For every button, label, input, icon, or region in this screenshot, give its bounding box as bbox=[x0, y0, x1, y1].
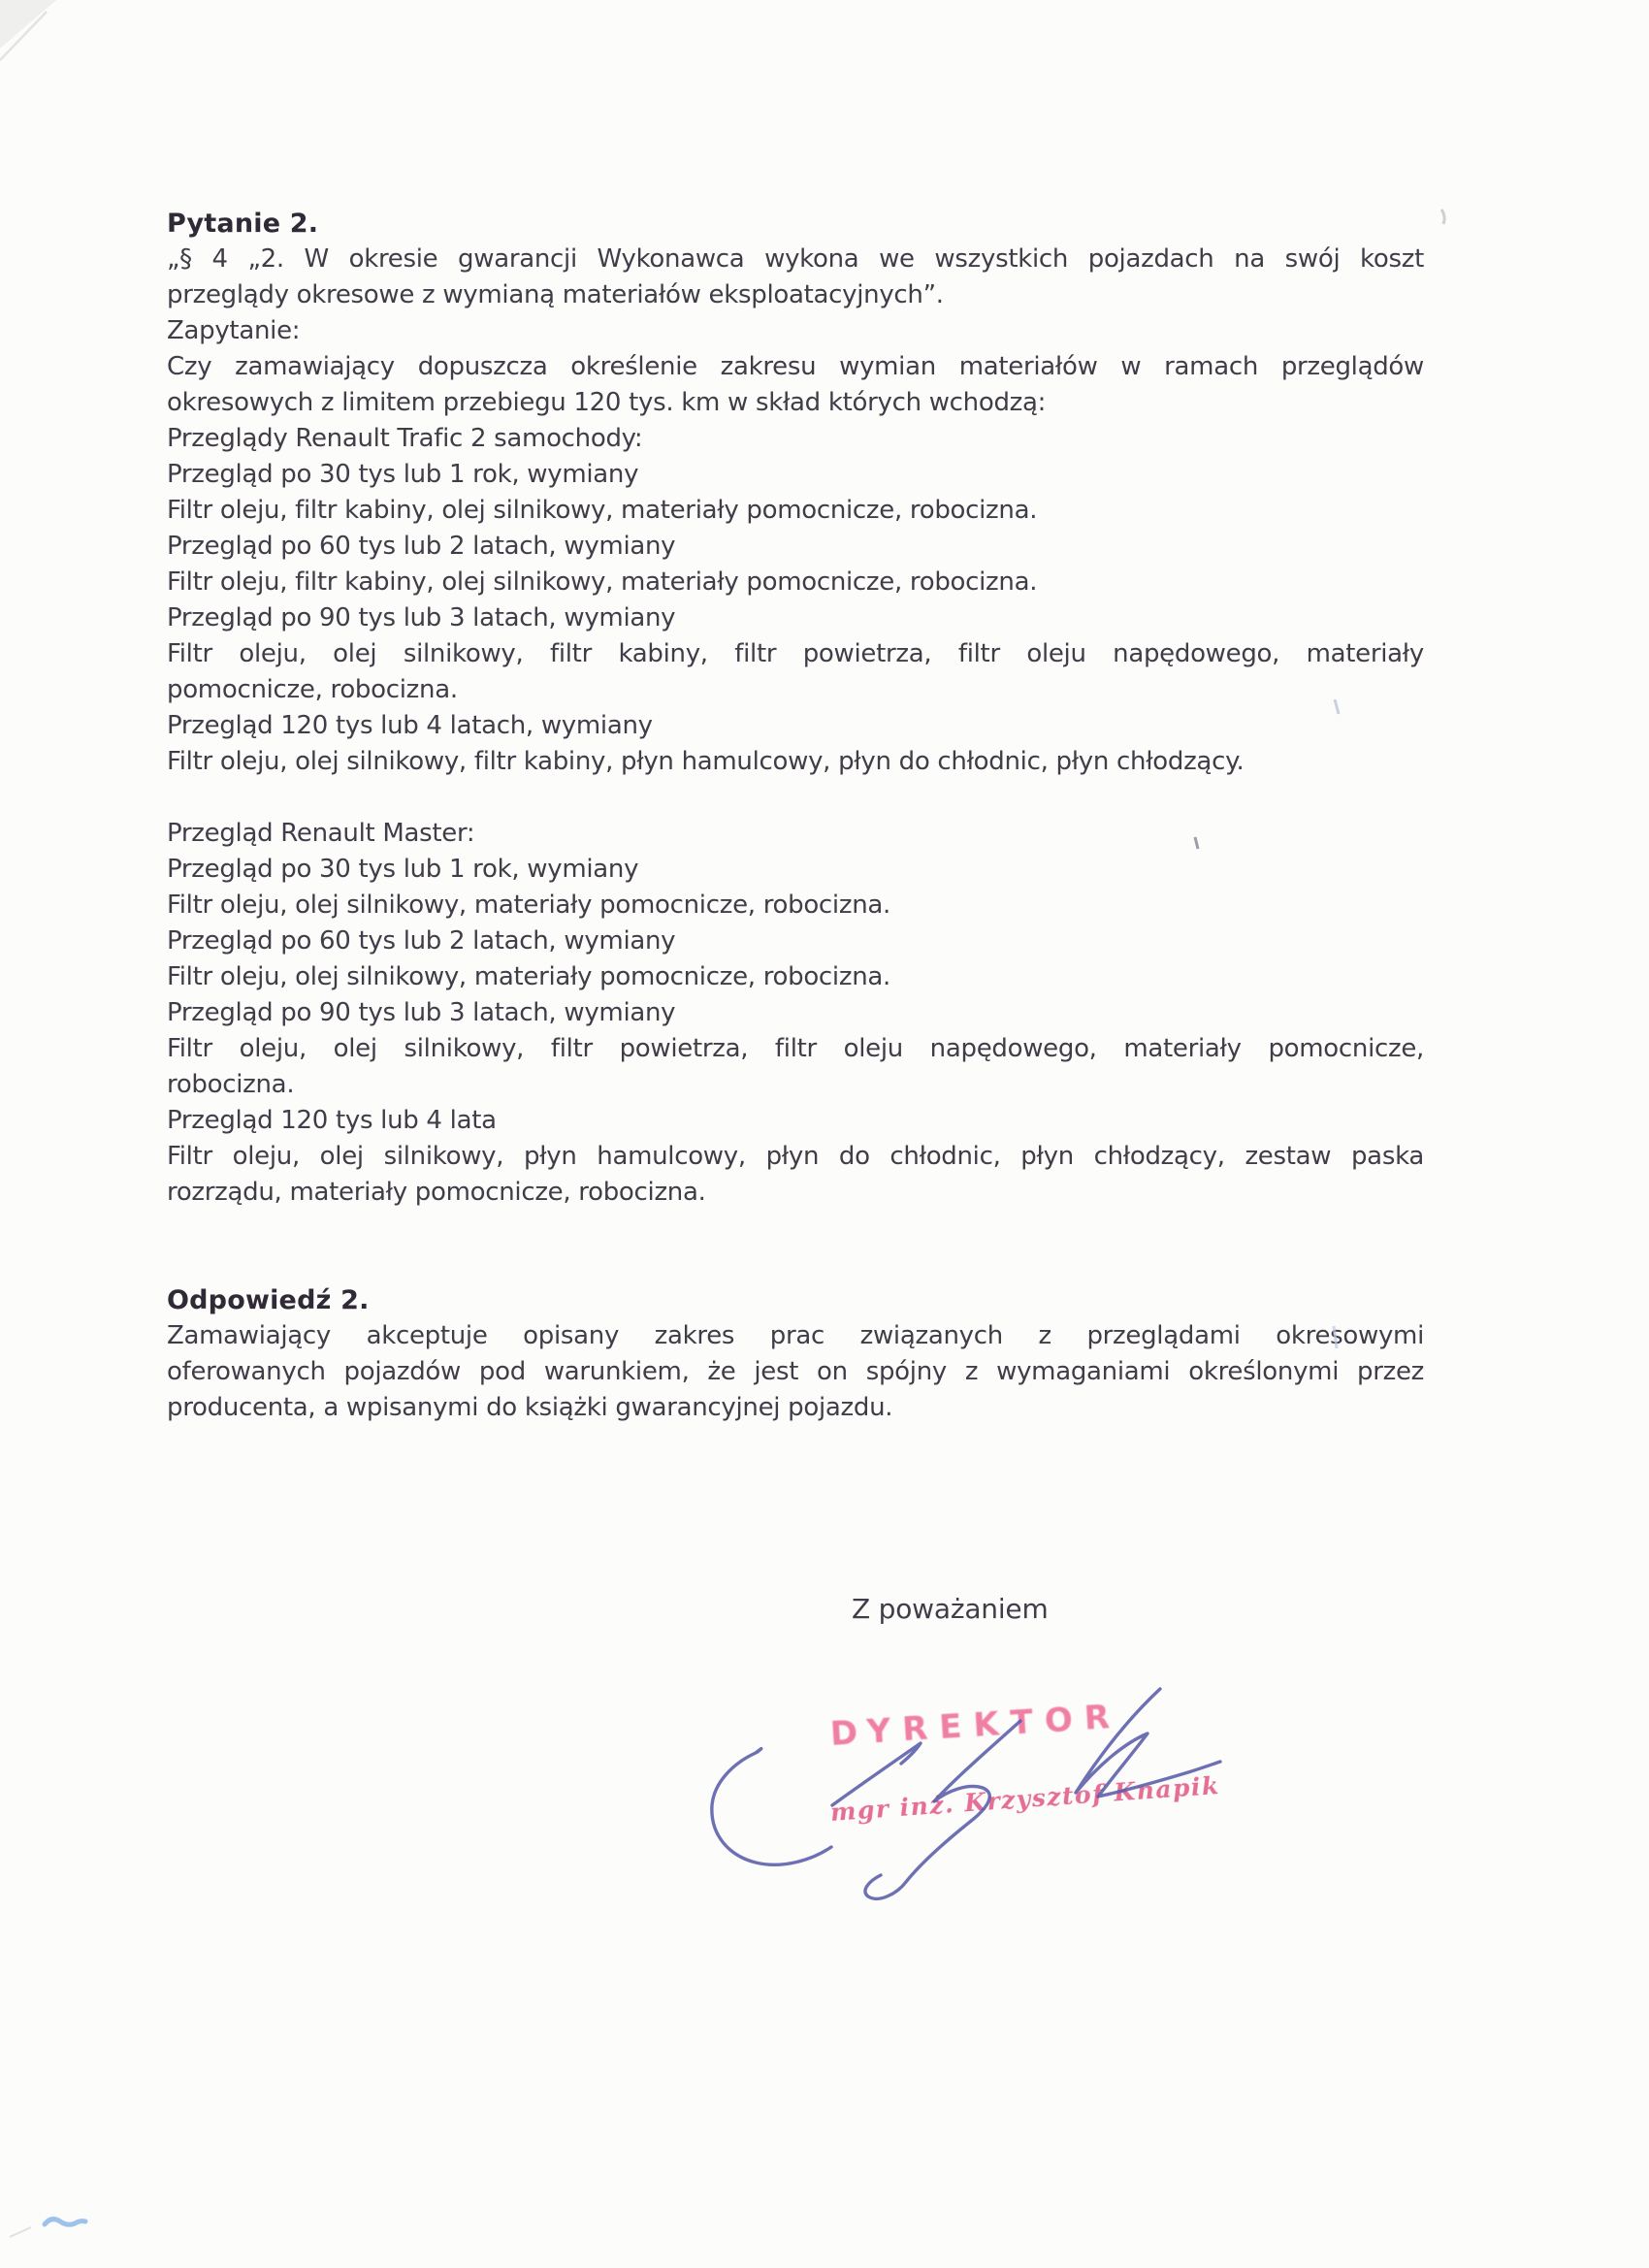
text-line: okresowych z limitem przebiegu 120 tys. km w skład których wchodzą: bbox=[167, 388, 1047, 417]
speck-top-right bbox=[1441, 210, 1444, 224]
text-line: Przegląd po 30 tys lub 1 rok, wymiany bbox=[167, 855, 639, 884]
text-line: Pytanie 2. bbox=[167, 209, 319, 239]
text-line: Zamawiający akceptuje opisany zakres prac związanych z przeglądami okresowymi bbox=[167, 1321, 1424, 1350]
closing-salutation: Z poważaniem bbox=[852, 1593, 1049, 1625]
text-line: Filtr oleju, olej silnikowy, filtr kabiny, filtr powietrza, filtr oleju napędowego, materiały bbox=[167, 639, 1424, 668]
signature-stroke-left-loop bbox=[712, 1749, 831, 1865]
handwritten-signature bbox=[679, 1639, 1280, 1930]
text-line: oferowanych pojazdów pod warunkiem, że jest on spójny z wymaganiami określonymi przez bbox=[167, 1357, 1424, 1386]
signature-stroke-descender bbox=[865, 1721, 1020, 1898]
text-line: przeglądy okresowe z wymianą materiałów eksploatacyjnych”. bbox=[167, 280, 944, 309]
text-line: Przegląd 120 tys lub 4 lata bbox=[167, 1106, 497, 1135]
text-line: producenta, a wpisanymi do książki gwarancyjnej pojazdu. bbox=[167, 1393, 893, 1422]
text-line: Czy zamawiający dopuszcza określenie zakresu wymian materiałów w ramach przeglądów bbox=[167, 352, 1424, 381]
text-line: Odpowiedź 2. bbox=[167, 1285, 370, 1315]
text-line: Filtr oleju, olej silnikowy, materiały pomocnicze, robocizna. bbox=[167, 962, 890, 991]
text-line: Przegląd Renault Master: bbox=[167, 819, 475, 848]
text-line: Przegląd po 90 tys lub 3 latach, wymiany bbox=[167, 603, 676, 632]
text-line: Filtr oleju, filtr kabiny, olej silnikowy, materiały pomocnicze, robocizna. bbox=[167, 567, 1038, 597]
text-line: Filtr oleju, olej silnikowy, płyn hamulcowy, płyn do chłodnic, płyn chłodzący, zestaw paska bbox=[167, 1142, 1424, 1171]
text-line: „§ 4 „2. W okresie gwarancji Wykonawca wykona we wszystkich pojazdach na swój koszt bbox=[167, 244, 1424, 274]
signature-stroke-tick bbox=[832, 1743, 921, 1805]
text-line: Przegląd po 30 tys lub 1 rok, wymiany bbox=[167, 460, 639, 489]
text-line: rozrządu, materiały pomocnicze, robocizna. bbox=[167, 1178, 706, 1207]
text-line: Przegląd po 60 tys lub 2 latach, wymiany bbox=[167, 926, 676, 956]
corner-shadow-top-left bbox=[0, 0, 56, 49]
blue-pen-mark-bottom-left bbox=[45, 2219, 85, 2225]
director-stamp-name: mgr inż. Krzysztof Knapik bbox=[828, 1770, 1221, 1827]
text-line: Zapytanie: bbox=[167, 316, 301, 345]
text-line: Przegląd 120 tys lub 4 latach, wymiany bbox=[167, 711, 653, 740]
text-line: Filtr oleju, filtr kabiny, olej silnikowy, materiały pomocnicze, robocizna. bbox=[167, 496, 1038, 525]
text-line: Przegląd po 60 tys lub 2 latach, wymiany bbox=[167, 532, 676, 561]
text-line: Filtr oleju, olej silnikowy, filtr powietrza, filtr oleju napędowego, materiały pomocnicze, bbox=[167, 1034, 1424, 1063]
signature-stroke-flourish bbox=[1076, 1689, 1220, 1797]
text-line: pomocnicze, robocizna. bbox=[167, 675, 458, 704]
text-line: Filtr oleju, olej silnikowy, filtr kabiny, płyn hamulcowy, płyn do chłodnic, płyn chłodzący. bbox=[167, 747, 1245, 776]
letter-body bbox=[167, 206, 1424, 1426]
corner-line-bottom-left bbox=[10, 2227, 31, 2237]
corner-line-top-left bbox=[0, 12, 47, 60]
director-stamp-title: DYREKTOR bbox=[828, 1697, 1123, 1754]
text-line: Przeglądy Renault Trafic 2 samochody: bbox=[167, 424, 643, 453]
text-line: Przegląd po 90 tys lub 3 latach, wymiany bbox=[167, 998, 676, 1027]
text-line: robocizna. bbox=[167, 1070, 295, 1099]
text-line: Filtr oleju, olej silnikowy, materiały pomocnicze, robocizna. bbox=[167, 891, 890, 920]
